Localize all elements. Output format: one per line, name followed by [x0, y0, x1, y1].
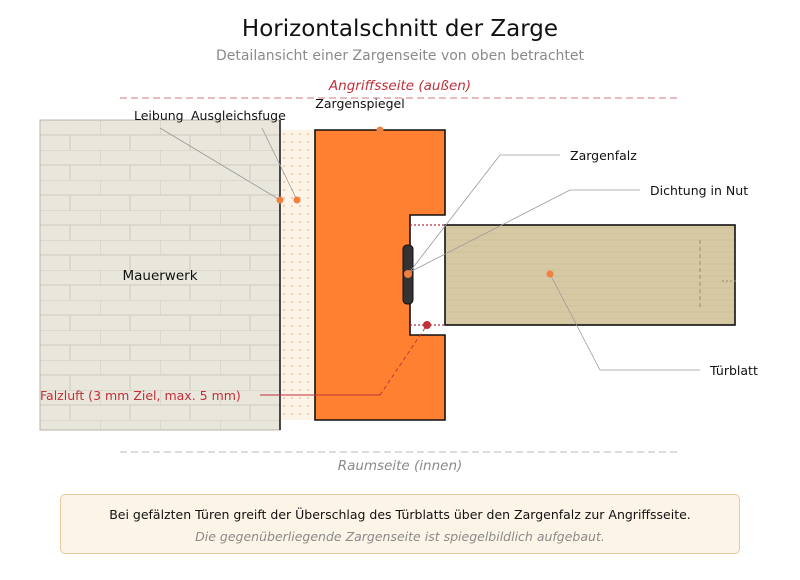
seal-marker	[404, 270, 412, 278]
tuerblatt-label: Türblatt	[710, 363, 758, 378]
attack-side-label: Angriffsseite (außen)	[328, 78, 472, 94]
adjustment-joint	[281, 130, 315, 420]
info-note	[60, 494, 740, 554]
door-leaf-marker	[547, 271, 554, 278]
note-line-2: Die gegenüberliegende Zargenseite ist spiegelbildlich aufgebaut.	[195, 529, 605, 544]
page-title: Horizontalschnitt der Zarge	[241, 16, 559, 42]
joint-marker	[294, 197, 301, 204]
door-leaf	[445, 225, 735, 325]
door-frame-profile	[315, 130, 445, 420]
ausgleichsfuge-label: Ausgleichsfuge	[191, 108, 286, 123]
falzluft-marker	[423, 321, 431, 329]
zargenspiegel-label: Zargenspiegel	[315, 96, 405, 111]
dichtung-label: Dichtung in Nut	[650, 183, 749, 198]
leibung-label: Leibung	[134, 108, 184, 123]
page-subtitle: Detailansicht einer Zargenseite von oben betrachtet	[215, 48, 585, 64]
falzluft-label: Falzluft (3 mm Ziel, max. 5 mm)	[40, 388, 241, 403]
note-line-1: Bei gefälzten Türen greift der Überschlag des Türblatts über den Zargenfalz zur Angriffsseite.	[109, 507, 691, 522]
masonry-label: Mauerwerk	[122, 268, 198, 284]
room-side-label: Raumseite (innen)	[337, 458, 463, 474]
zargenfalz-label: Zargenfalz	[570, 148, 637, 163]
leibung-marker	[277, 197, 284, 204]
zargenspiegel-marker	[377, 127, 384, 134]
